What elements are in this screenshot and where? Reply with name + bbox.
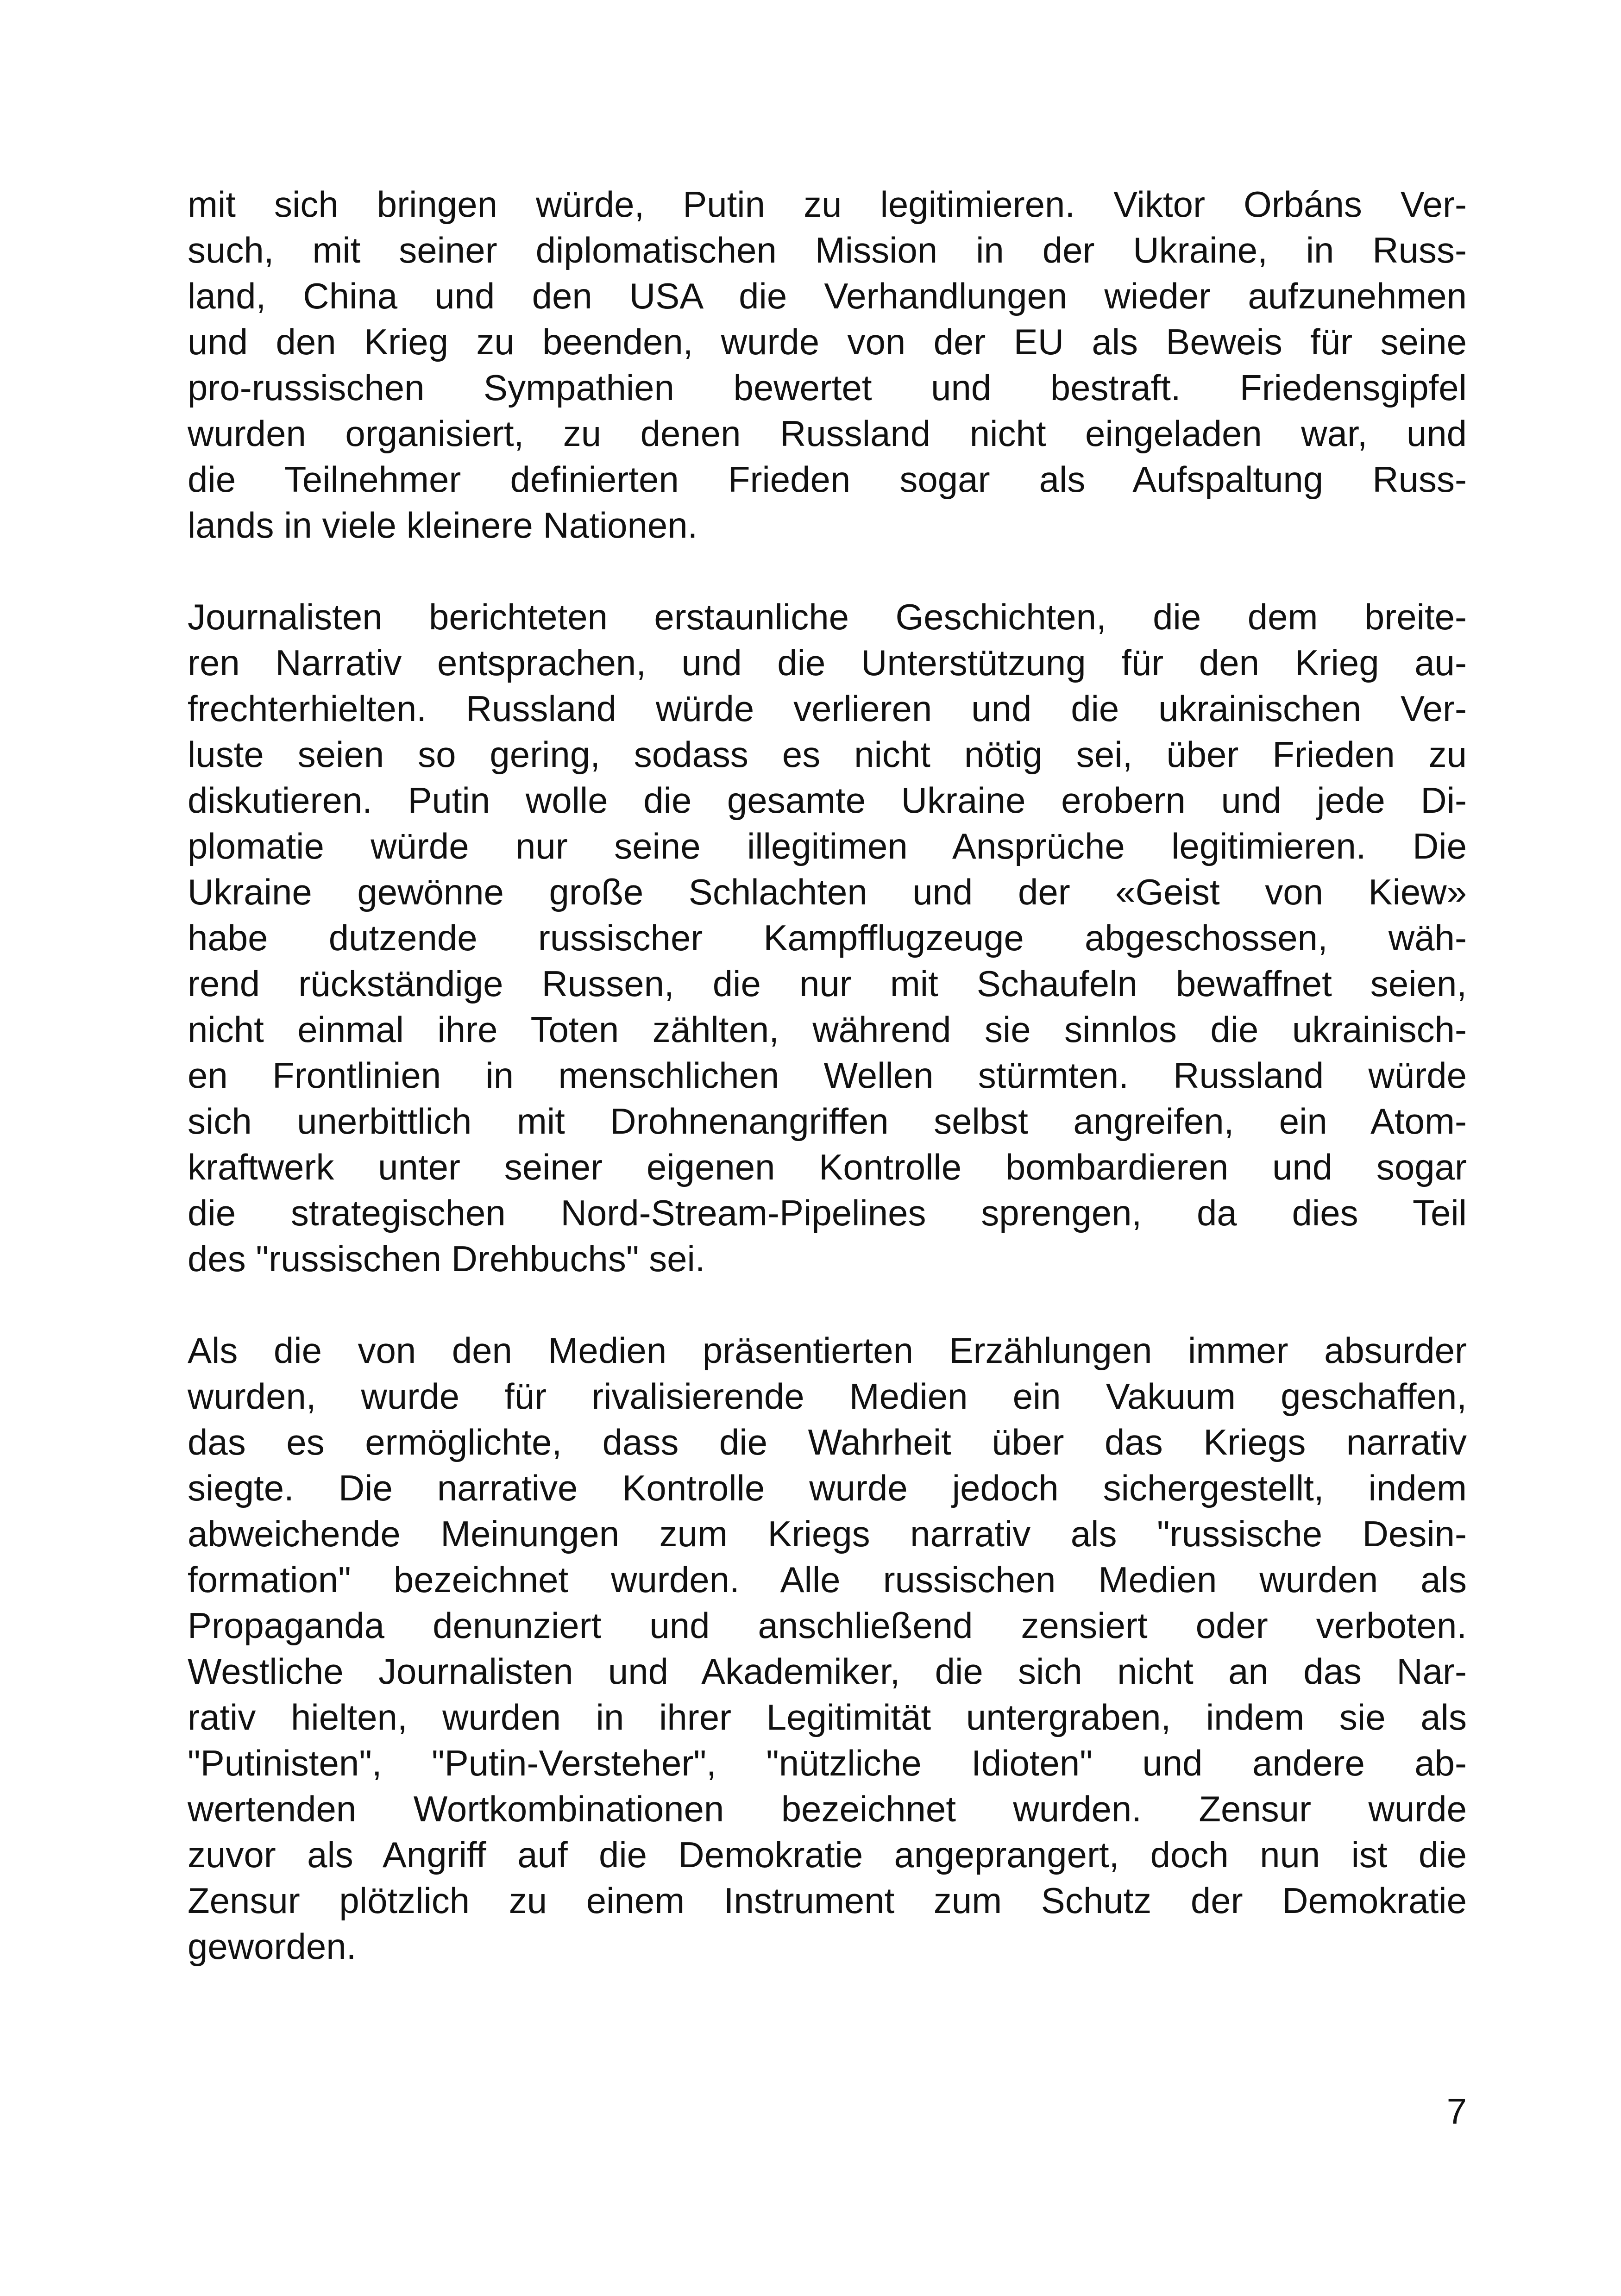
text-line: Westliche Journalisten und Akademiker, die sich nicht an das Nar- <box>188 1651 1467 1692</box>
text-line: Propaganda denunziert und anschließend zensiert oder verboten. <box>188 1605 1467 1646</box>
text-line: die Teilnehmer definierten Frieden sogar als Aufspaltung Russ- <box>188 459 1467 500</box>
text-line: mit sich bringen würde, Putin zu legitimieren. Viktor Orbáns Ver- <box>188 184 1467 225</box>
text-line: sich unerbittlich mit Drohnenangriffen selbst angreifen, ein Atom- <box>188 1101 1467 1142</box>
text-line: lands in viele kleinere Nationen. <box>188 505 698 546</box>
text-line: siegte. Die narrative Kontrolle wurde jedoch sichergestellt, indem <box>188 1468 1467 1508</box>
text-content <box>188 182 1467 1970</box>
text-line: rend rückständige Russen, die nur mit Schaufeln bewaffnet seien, <box>188 963 1467 1004</box>
text-line: abweichende Meinungen zum Kriegs narrativ als "russische Desin- <box>188 1513 1467 1554</box>
text-line: kraftwerk unter seiner eigenen Kontrolle bombardieren und sogar <box>188 1147 1467 1187</box>
text-line: land, China und den USA die Verhandlungen wieder aufzunehmen <box>188 276 1467 316</box>
text-line: Ukraine gewönne große Schlachten und der «Geist von Kiew» <box>188 872 1467 912</box>
paragraph <box>188 594 1467 1282</box>
text-line: en Frontlinien in menschlichen Wellen stürmten. Russland würde <box>188 1055 1467 1096</box>
text-line: ren Narrativ entsprachen, und die Unterstützung für den Krieg au- <box>188 642 1467 683</box>
text-line: Journalisten berichteten erstaunliche Geschichten, die dem breite- <box>188 596 1467 637</box>
text-line: geworden. <box>188 1926 357 1967</box>
text-line: die strategischen Nord-Stream-Pipelines sprengen, da dies Teil <box>188 1192 1467 1233</box>
text-line: wertenden Wortkombinationen bezeichnet wurden. Zensur wurde <box>188 1788 1467 1829</box>
text-line: Zensur plötzlich zu einem Instrument zum Schutz der Demokratie <box>188 1880 1467 1921</box>
paragraph <box>188 182 1467 548</box>
text-line: wurden organisiert, zu denen Russland nicht eingeladen war, und <box>188 413 1467 454</box>
text-line: und den Krieg zu beenden, wurde von der EU als Beweis für seine <box>188 321 1467 362</box>
text-line: zuvor als Angriff auf die Demokratie angeprangert, doch nun ist die <box>188 1834 1467 1875</box>
text-line: des "russischen Drehbuchs" sei. <box>188 1238 705 1279</box>
text-line: wurden, wurde für rivalisierende Medien ein Vakuum geschaffen, <box>188 1376 1467 1417</box>
text-line: plomatie würde nur seine illegitimen Ansprüche legitimieren. Die <box>188 826 1467 866</box>
text-line: das es ermöglichte, dass die Wahrheit über das Kriegs narrativ <box>188 1422 1467 1462</box>
paragraph <box>188 1328 1467 1970</box>
text-line: pro-russischen Sympathien bewertet und bestraft. Friedensgipfel <box>188 367 1467 408</box>
text-line: diskutieren. Putin wolle die gesamte Ukraine erobern und jede Di- <box>188 780 1467 821</box>
text-line: formation" bezeichnet wurden. Alle russischen Medien wurden als <box>188 1559 1467 1600</box>
text-line: such, mit seiner diplomatischen Mission in der Ukraine, in Russ- <box>188 230 1467 270</box>
text-line: frechterhielten. Russland würde verlieren und die ukrainischen Ver- <box>188 688 1467 729</box>
text-line: nicht einmal ihre Toten zählten, während sie sinnlos die ukrainisch- <box>188 1009 1467 1050</box>
text-line: luste seien so gering, sodass es nicht nötig sei, über Frieden zu <box>188 734 1467 775</box>
text-line: Als die von den Medien präsentierten Erzählungen immer absurder <box>188 1330 1467 1371</box>
text-line: "Putinisten", "Putin-Versteher", "nützliche Idioten" und andere ab- <box>188 1743 1467 1783</box>
text-line: rativ hielten, wurden in ihrer Legitimität untergraben, indem sie als <box>188 1697 1467 1738</box>
text-line: habe dutzende russischer Kampfflugzeuge abgeschossen, wäh- <box>188 917 1467 958</box>
page-number: 7 <box>1446 2091 1467 2132</box>
